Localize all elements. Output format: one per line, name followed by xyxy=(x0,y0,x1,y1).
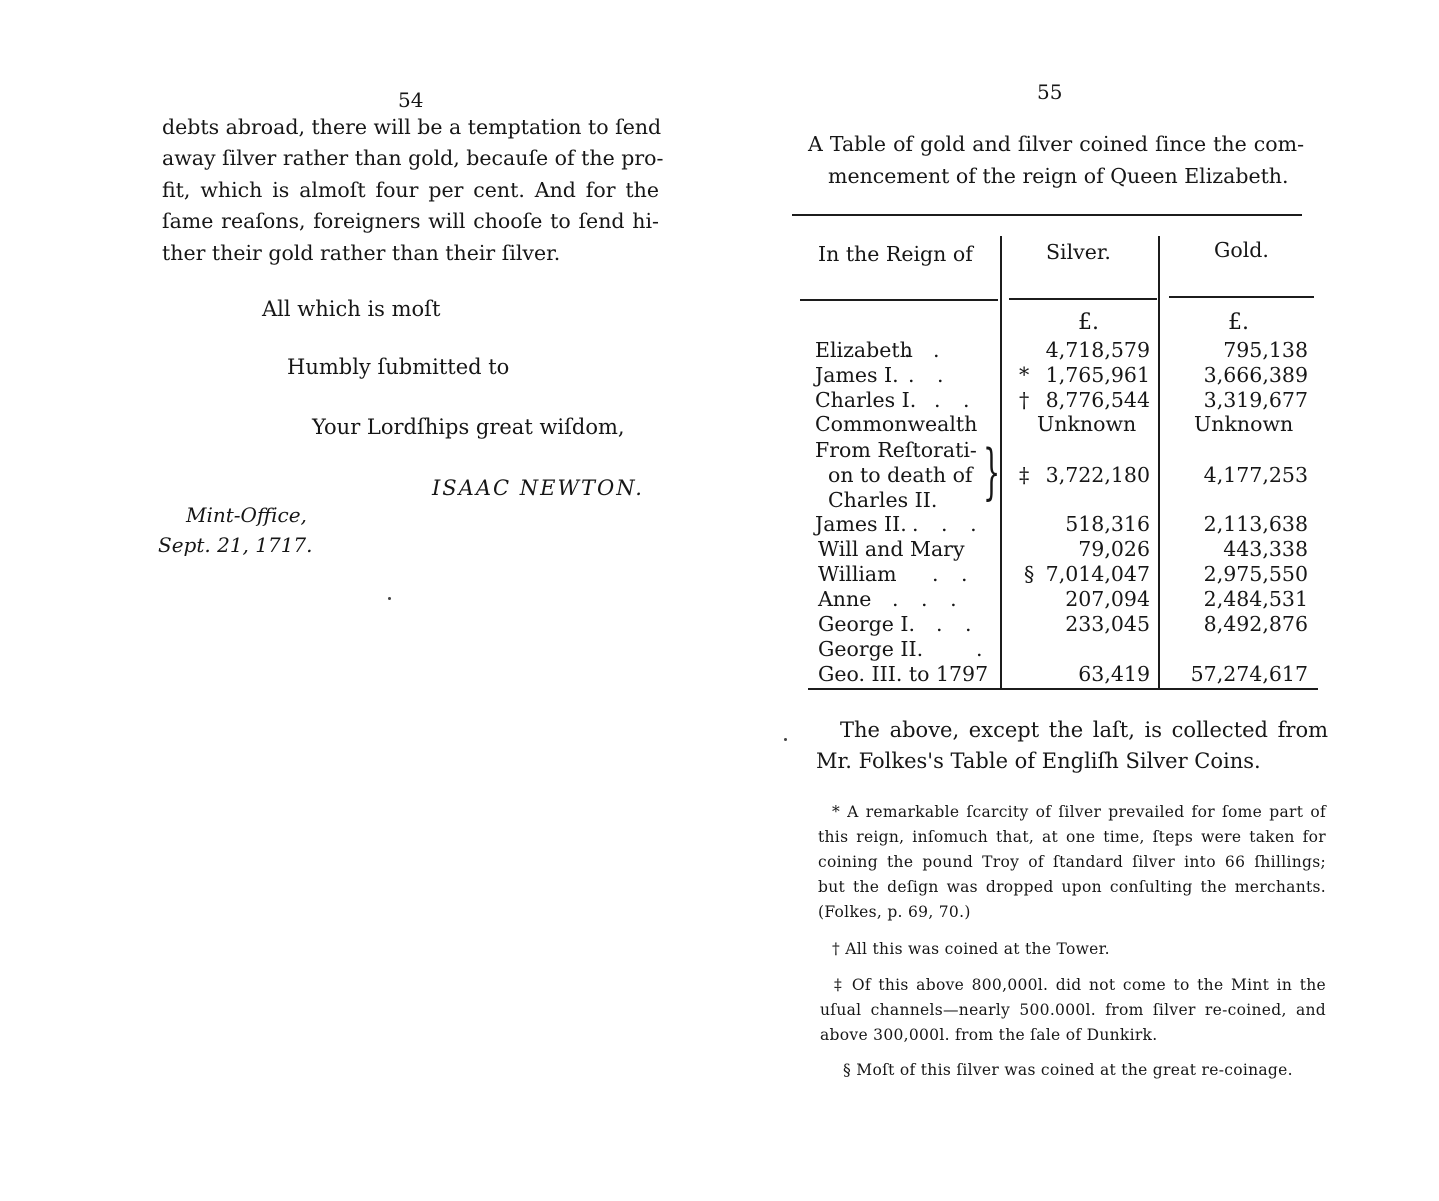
gold-cell: 57,274,617 xyxy=(1190,662,1308,686)
text-line: † All this was coined at the Tower. xyxy=(832,940,1110,958)
table-row xyxy=(720,388,1340,413)
text-line: this reign, inſomuch that, at one time, ſteps were taken for xyxy=(818,828,1326,846)
brace-glyph: } xyxy=(983,437,1001,507)
leader-dots: . . xyxy=(904,338,948,362)
text-line: ‡ Of this above 800,000l. did not come to the Mint in the xyxy=(834,976,1326,994)
gold-cell: 2,113,638 xyxy=(1203,512,1308,536)
text-line: Mr. Folkes's Table of Engliſh Silver Coins. xyxy=(816,749,1261,773)
reign-cell: Elizabeth xyxy=(815,338,913,362)
footnote-mark: † xyxy=(1019,388,1030,412)
silver-cell: 63,419 xyxy=(1078,662,1150,686)
text-line: above 300,000l. from the ſale of Dunkirk. xyxy=(820,1026,1158,1044)
leader-dots: . . xyxy=(932,562,976,586)
signature: ISAAC NEWTON. xyxy=(432,476,644,500)
reign-cell: George II. xyxy=(818,637,924,661)
right-page xyxy=(720,0,1439,1201)
source-note xyxy=(816,715,1328,777)
table-row xyxy=(720,637,1340,662)
reign-cell: George I. xyxy=(818,612,916,636)
text-line: The above, except the laſt, is collected from xyxy=(840,718,1328,742)
gold-cell: 443,338 xyxy=(1223,537,1308,561)
table-row xyxy=(720,338,1340,363)
text-line: ther their gold rather than their ſilver. xyxy=(162,240,561,265)
text-line: * A remarkable ſcarcity of ſilver prevailed for ſome part of xyxy=(832,803,1326,821)
reign-cell: Will and Mary xyxy=(818,537,965,561)
text-line: A Table of gold and ſilver coined ſince the com- xyxy=(808,132,1304,156)
text-line: mencement of the reign of Queen Elizabeth. xyxy=(828,164,1289,188)
gold-cell: Unknown xyxy=(1194,412,1294,436)
silver-cell: 518,316 xyxy=(1065,512,1150,536)
text-line: fit, which is almoſt four per cent. And for the xyxy=(162,177,659,202)
leader-dots: . xyxy=(976,637,991,661)
footnote-double-dagger xyxy=(820,973,1326,1048)
text-line: coining the pound Troy of ſtandard ſilver into 66 ſhillings; xyxy=(818,853,1326,871)
reign-cell: Charles I. xyxy=(815,388,917,412)
silver-cell: Unknown xyxy=(1037,412,1137,436)
paper-speck xyxy=(784,738,787,741)
reign-cell: James I. xyxy=(815,363,899,387)
footnote-mark: ‡ xyxy=(1019,463,1030,487)
text-line: but the deſign was dropped upon conſulting the merchants. xyxy=(818,878,1326,896)
text-line: § Moſt of this ſilver was coined at the great re-coinage. xyxy=(843,1061,1293,1079)
reign-cell: on to death of xyxy=(828,463,973,487)
closing-line: Humbly ſubmitted to xyxy=(287,355,510,379)
table-row xyxy=(720,537,1340,562)
paper-speck xyxy=(388,597,391,600)
silver-cell: 3,722,180 xyxy=(1045,463,1150,487)
table-bottom-rule xyxy=(808,688,1318,690)
gold-cell: 2,975,550 xyxy=(1203,562,1308,586)
silver-cell: 207,094 xyxy=(1065,587,1150,611)
table-row xyxy=(720,512,1340,537)
reign-cell: Charles II. xyxy=(828,488,938,512)
gold-cell: 4,177,253 xyxy=(1203,463,1308,487)
page-number: 55 xyxy=(1037,80,1063,104)
table-row xyxy=(720,662,1340,687)
text-line: ſame reaſons, foreigners will chooſe to ſend hi- xyxy=(162,209,659,234)
header-rule xyxy=(1009,298,1157,300)
silver-cell: 8,776,544 xyxy=(1045,388,1150,412)
reign-cell: William xyxy=(818,562,897,586)
leader-dots: . . xyxy=(936,612,980,636)
reign-cell: Anne xyxy=(818,587,872,611)
table-row xyxy=(720,363,1340,388)
gold-cell: 2,484,531 xyxy=(1203,587,1308,611)
table-row xyxy=(720,412,1340,437)
leader-dots: . . xyxy=(934,388,978,412)
reign-cell: Commonwealth xyxy=(815,412,978,436)
footnote-star xyxy=(818,800,1326,925)
silver-cell: 1,765,961 xyxy=(1045,363,1150,387)
silver-cell: 79,026 xyxy=(1078,537,1150,561)
dateline-date: Sept. 21, 1717. xyxy=(158,533,313,557)
footnote-dagger xyxy=(832,937,1326,962)
text-line: debts abroad, there will be a temptation to ſend xyxy=(162,115,662,139)
text-line: uſual channels—nearly 500.000l. from ſilver re-coined, and xyxy=(820,1001,1326,1019)
gold-cell: 3,666,389 xyxy=(1203,363,1308,387)
dateline-place: Mint-Office, xyxy=(186,503,307,527)
gold-cell: 3,319,677 xyxy=(1203,388,1308,412)
gold-cell: 795,138 xyxy=(1223,338,1308,362)
footnote-section xyxy=(843,1058,1326,1083)
unit-symbol: £. xyxy=(1078,310,1099,335)
reign-cell: Geo. III. to 1797 xyxy=(818,662,989,686)
body-paragraph xyxy=(162,112,664,269)
table-row xyxy=(720,438,1340,513)
closing-line: Your Lordſhips great wiſdom, xyxy=(312,415,625,439)
column-header-silver: Silver. xyxy=(1046,240,1111,264)
page-number: 54 xyxy=(398,88,424,112)
table-row xyxy=(720,562,1340,587)
leader-dots: . . . xyxy=(892,587,965,611)
gold-cell: 8,492,876 xyxy=(1203,612,1308,636)
text-line: (Folkes, p. 69, 70.) xyxy=(818,903,971,921)
table-heading xyxy=(808,128,1304,192)
column-header-gold: Gold. xyxy=(1214,238,1269,262)
reign-cell: James II. xyxy=(815,512,907,536)
text-line: away ſilver rather than gold, becauſe of the pro- xyxy=(162,146,664,171)
reign-cell: From Reſtorati- xyxy=(815,438,977,462)
closing-line: All which is moſt xyxy=(262,297,441,321)
leader-dots: . . xyxy=(908,363,952,387)
table-row xyxy=(720,587,1340,612)
header-rule xyxy=(800,299,998,301)
unit-symbol: £. xyxy=(1228,310,1249,335)
silver-cell: 233,045 xyxy=(1065,612,1150,636)
table-row xyxy=(720,612,1340,637)
leader-dots: . . . xyxy=(912,512,985,536)
silver-cell: 4,718,579 xyxy=(1045,338,1150,362)
column-header-reign: In the Reign of xyxy=(818,242,973,266)
silver-cell: 7,014,047 xyxy=(1045,562,1150,586)
header-rule xyxy=(1169,296,1314,298)
footnote-mark: § xyxy=(1024,562,1035,586)
table-top-rule xyxy=(792,214,1302,216)
footnote-mark: * xyxy=(1019,363,1030,387)
